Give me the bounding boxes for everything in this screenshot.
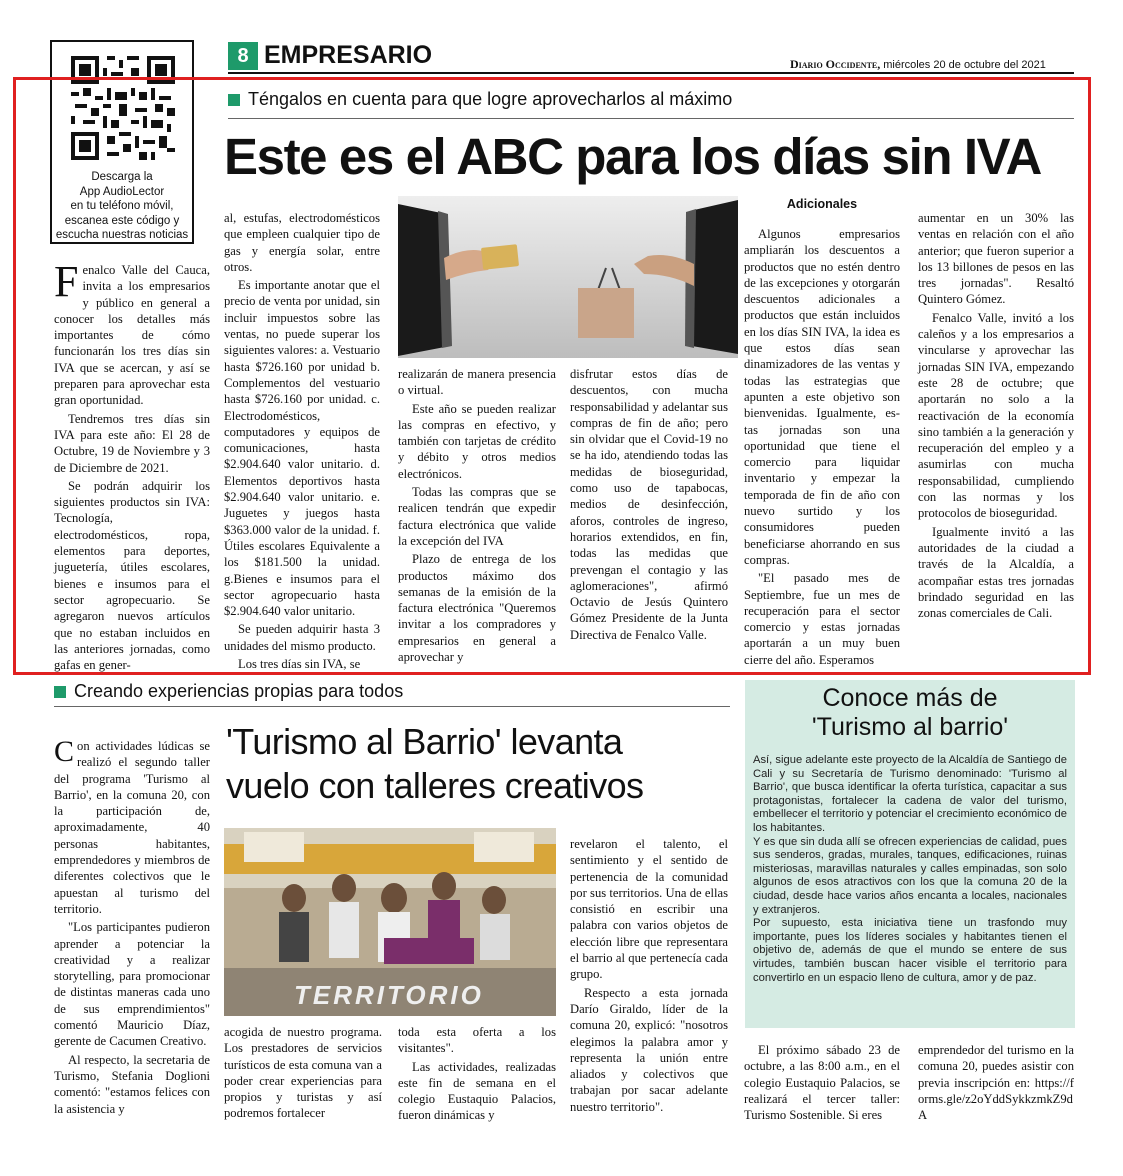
kicker-square-icon xyxy=(54,686,66,698)
article1-col4 xyxy=(570,366,728,654)
paragraph: disfrutar estos días de descuentos, con mucha responsabilidad y adelantar sus compras de fin de año; pero sin olvidar que el Covid-19 no se ha ido, atendiendo todas las medidas de bioseguridad, como uso de tapabocas, medios de desinfección, aforos, controles de ingreso, horarios extendidos, en fin, todas las medidas que prevengan el contagio y las aglomeraciones", afirmó Octavio de Jesús Quintero Gómez Presidente de la Junta Directiva de Fenalco Valle. xyxy=(570,367,728,642)
article2-kicker xyxy=(54,680,403,702)
qr-caption-line: escucha nuestras noticias xyxy=(55,229,189,241)
publication-name: Diario Occidente, xyxy=(790,57,881,71)
article1-col5 xyxy=(744,196,900,667)
paragraph: Y es que sin duda allí se ofrecen experiencias de calidad, pues sus senderos, gradas, murales, tanques, edificaciones, ruinas misteriosas, maravillas naturales y calles empinadas, son solo algunos de esos atractivos con los que la comuna 20 de la ciudad, desde hace varios años encanta a locales, nacionales y extranjeros. xyxy=(753,835,1067,916)
paragraph: Fenalco Valle, invitó a los caleños y a los empresarios a vincularse y aprovechar las jornadas SIN IVA, empezando este 28 de octubre; que aportarán no solo a la reactivación de la economía sino también a la generación y recuperación del empleo y a asumirlas con mucha responsabilidad, cumpliendo con las normas y los protocolos de bioseguridad. xyxy=(918,310,1074,521)
paragraph: on actividades lúdicas se realizó el segundo taller del programa 'Turismo al Barrio', en la comuna 20, con la participación de, aproximadamente, 40 personas habitantes, emprendedores y miembros de diferentes colectivos que le apuestan al turismo del territorio. xyxy=(54,739,210,916)
article2-headline xyxy=(226,720,736,808)
paragraph: enalco Valle del Cauca, invita a los empresarios y público en general a conocer los detalles más importantes de cómo funcionarán los tres días sin IVA que se acercan, y así se preparen para aprovechar esta gran oportunidad. xyxy=(54,263,210,408)
article1-headline: Este es el ABC para los días sin IVA xyxy=(224,128,1041,185)
kicker-text: Creando experiencias propias para todos xyxy=(74,681,404,701)
photo-territorio-text: TERRITORIO xyxy=(294,980,484,1010)
page-number: 8 xyxy=(237,45,249,67)
paragraph: toda esta oferta a los visitantes". xyxy=(398,1025,556,1056)
paragraph: Este año se pueden realizar las compras en efectivo, y también con tarjetas de crédito y débito y otros medios electrónicos. xyxy=(398,401,556,481)
paragraph: Así, sigue adelante este proyecto de la Alcaldía de Santiego de Cali y su Secretaría de Turismo denominado: 'Turismo al Barrio', que busca identificar la oferta turística, capacitar a sus protagonistas, fortalecer la cadena de valor del turismo, embellecer el territorio y potenciar el crecimiento económico de los habitantes. xyxy=(753,754,1067,834)
paragraph: emprendedor del turismo en la comuna 20, puedes asistir con previa inscripción en: https://forms.gle/z2oYddSykkzmkZ9dA xyxy=(918,1043,1074,1123)
dropcap: C xyxy=(54,735,75,768)
headline-line: vuelo con talleres creativos xyxy=(226,765,644,806)
qr-caption-line: App AudioLector xyxy=(79,185,165,198)
sidebar-body xyxy=(753,754,1067,985)
paragraph: Tendremos tres días sin IVA para este año: El 28 de Octubre, 19 de Noviembre y 3 de Diciembre de 2021. xyxy=(54,411,210,475)
page-number-box xyxy=(228,42,258,70)
paragraph: Por supuesto, esta iniciativa tiene un trasfondo muy importante, pues los líderes sociales y habitantes tienen el objetivo de, además de que el mundo se entere de sus virtudes, también buscan hacer visible el territorio para convertirlo en un espacio lleno de cultura, amor y de paz. xyxy=(753,917,1067,984)
qr-caption-line: escanea este código y xyxy=(64,214,180,227)
subhead: Adicionales xyxy=(786,197,858,211)
kicker-text: Téngalos en cuenta para que logre aprovecharlos al máximo xyxy=(248,89,733,109)
article1-col1 xyxy=(54,257,210,673)
article2-col5 xyxy=(744,1042,900,1134)
paragraph: "El pasado mes de Septiembre, fue un mes de recuperación para el sector comercio y estas jornadas aportarán a un muy buen cierre del año. Esperamos xyxy=(744,571,900,667)
publication-date: miércoles 20 de octubre del 2021 xyxy=(883,59,1046,71)
paragraph: Al respecto, la secretaria de Turismo, Stefania Doglioni comentó: "estamos felices con la asistencia y xyxy=(54,1052,210,1116)
paragraph: revelaron el talento, el sentimiento y el sentido de pertenencia de la comunidad por sus territorios. Una de ellas consistió en escribir una palabra con varios objetos de elección libre que representara el barrio al que pertenecía cada grupo. xyxy=(570,837,728,982)
article1-col2 xyxy=(224,210,380,672)
article1-kicker xyxy=(228,88,732,110)
kicker-square-icon xyxy=(228,94,240,106)
paragraph: El próximo sábado 23 de octubre, a las 8:00 a.m., en el colegio Eustaquio Palacios, se realizará el tercer taller: Turismo Sostenible. Si eres xyxy=(744,1043,900,1123)
paragraph: Las actividades, realizadas este fin de semana en el colegio Eustaquio Palacios, fueron dinámicas y xyxy=(398,1059,556,1123)
section-title: EMPRESARIO xyxy=(264,41,433,69)
paragraph: Igualmente invitó a las autoridades de la ciudad a través de la Alcaldía, a acompañar estas tres jornadas brindado seguridad en las zonas comerciales de Cali. xyxy=(918,524,1074,621)
paragraph: Algunos empresarios ampliarán los descuentos a productos que no estén dentro de las excepciones y otorgarán descuentos adicionales a productos que están incluidos en los días SIN IVA, la idea es que estos días sean dinamizadores de las ventas y todas las estrategias que apunten a este objetivo son bienvenidas. Igualmente, es-tas jornadas son una oportunidad que tiene el comercio para liquidar inventario y empezar la temporada de fin de año con nuevo surtido y los consumidores pueden beneficiarse ahorrando en sus compras. xyxy=(744,227,900,567)
paragraph: realizarán de manera presencia o virtual. xyxy=(398,367,556,398)
article1-col6 xyxy=(918,210,1074,654)
masthead xyxy=(790,56,1046,73)
headline-line: 'Turismo al Barrio' levanta xyxy=(226,721,623,762)
qr-caption-line: Descarga la xyxy=(91,171,153,183)
qr-caption-line: en tu teléfono móvil, xyxy=(70,200,174,212)
sidebar-title-line: Conoce más de xyxy=(822,684,998,712)
kicker-rule xyxy=(54,706,730,707)
paragraph: "Los participantes pudieron aprender a potenciar la creatividad y a realizar storytelling, para promocionar de distintas maneras cada uno de sus emprendimientos" comentó Mauricio Díaz, gerente de Cacumen Creativo. xyxy=(54,920,210,1049)
sidebar-title-line: 'Turismo al barrio' xyxy=(811,713,1009,741)
paragraph: al, estufas, electrodomésticos que empleen cualquier tipo de gas y energía solar, entre otros. xyxy=(224,211,380,274)
article2-col2 xyxy=(224,1024,382,1134)
paragraph: Los tres días sin IVA, se xyxy=(238,657,361,672)
article2-col4 xyxy=(570,836,728,1134)
article2-photo xyxy=(224,828,556,1016)
article2-col6 xyxy=(918,1042,1074,1134)
paragraph: Se pueden adquirir hasta 3 unidades del mismo producto. xyxy=(224,622,380,653)
dropcap: F xyxy=(54,257,79,306)
paragraph: Se podrán adquirir los siguientes productos sin IVA: Tecnología, electrodomésticos, ropa, elementos para deportes, juguetería, útiles escolares, bienes e insumos para el sector agropecuario. Se agregaron nuevos artículos que no estaban incluidos en las anteriores jornadas, como gafas en gener- xyxy=(54,478,210,673)
article2-col1 xyxy=(54,735,210,1134)
paragraph: aumentar en un 30% las ventas en relación con el año anterior; que fueron superior a los 13 billones de pesos en las tres jornadas". Resaltó Quintero Gómez. xyxy=(918,211,1074,307)
article1-illustration xyxy=(398,196,738,358)
paragraph: Es importante anotar que el precio de venta por unidad, sin incluir impuestos sobre las ventas, no puede superar los siguientes valores: a. Vestuario hasta $726.160 por unidad b. Complementos del vestuario hasta $726.160 por unidad. c. Electrodomésticos, computadores y equipos de comunicaciones, hasta $2.904.640 valor unitario. d. Elementos deportivos hasta $2.904.640 valor unitario. e. Juguetes y juegos hasta $363.000 valor de la unidad. f. Útiles escolares Equivalente a los $181.500 la unidad. g.Bienes e insumos para el sector agropecuario hasta $2.904.640 valor unitario. xyxy=(224,278,380,619)
article2-col3 xyxy=(398,1024,556,1134)
kicker-rule xyxy=(228,118,1074,119)
paragraph: Respecto a esta jornada Darío Giraldo, líder de la comuna 20, explicó: "nosotros elegimos la palabra amor y representa la unión entre aliados y colectivos que trabajan por sacar adelante nuestro territorio". xyxy=(570,985,728,1114)
sidebar-title xyxy=(753,684,1067,742)
paragraph: acogida de nuestro programa. Los prestadores de servicios turísticos de esta comuna van a poder crear experiencias para propios y turistas y así podremos fortalecer xyxy=(224,1025,382,1121)
paragraph: Plazo de entrega de los productos máximo dos semanas de la emisión de la factura electrónica "Queremos invitar a los compradores y empresarios en general a aprovechar y xyxy=(398,552,556,665)
sidebar-box xyxy=(745,680,1075,1028)
paragraph: Todas las compras que se realicen tendrán que expedir factura electrónica que valide la excepción del IVA xyxy=(398,485,556,548)
article1-col3 xyxy=(398,366,556,665)
